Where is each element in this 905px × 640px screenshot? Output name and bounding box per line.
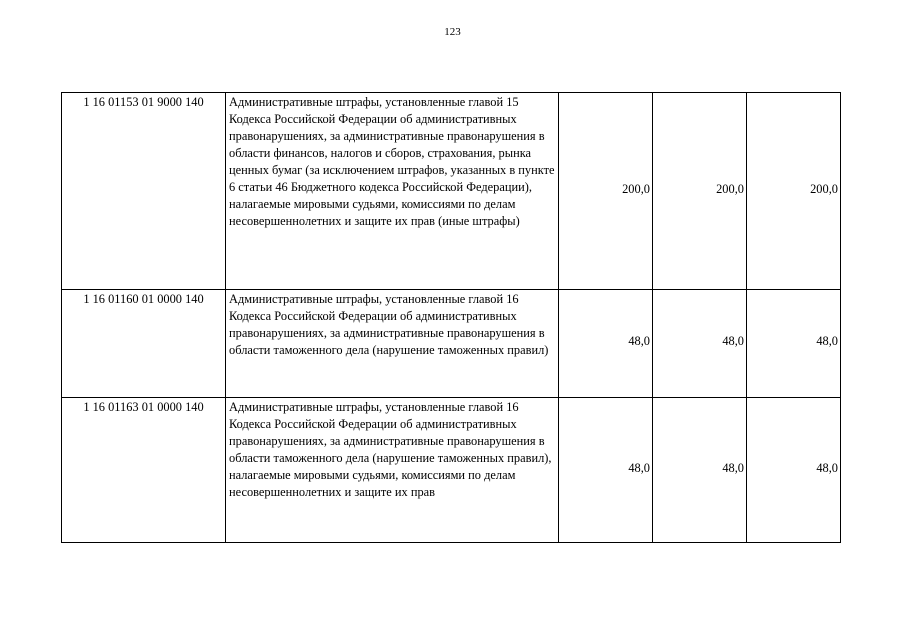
table-row xyxy=(62,93,841,290)
row-description-cell xyxy=(226,93,559,290)
row-description-cell xyxy=(226,398,559,543)
table-row xyxy=(62,398,841,543)
row-value: 48,0 xyxy=(816,460,838,475)
row-value-cell xyxy=(559,93,653,290)
row-value: 48,0 xyxy=(722,460,744,475)
row-code: 1 16 01163 01 0000 140 xyxy=(83,400,204,414)
row-value: 200,0 xyxy=(716,181,744,196)
row-value-cell xyxy=(653,398,747,543)
page-number: 123 xyxy=(444,26,461,38)
row-code-cell xyxy=(62,290,226,398)
row-description-cell xyxy=(226,290,559,398)
row-description: Административные штрафы, установленные главой 16 Кодекса Российской Федерации об административных правонарушениях, за административные правонарушения в области таможенного дела (нарушение таможенных правил), налагаемые мировыми судьями, комиссиями по делам несовершеннолетних и защите их прав xyxy=(229,400,552,499)
row-value: 200,0 xyxy=(810,181,838,196)
row-value: 48,0 xyxy=(722,334,744,348)
row-code-cell xyxy=(62,93,226,290)
row-value: 48,0 xyxy=(816,334,838,348)
row-value-cell xyxy=(559,398,653,543)
row-value-cell xyxy=(653,93,747,290)
row-value-cell xyxy=(747,93,841,290)
row-value-cell xyxy=(559,290,653,398)
row-value: 200,0 xyxy=(622,181,650,196)
row-code-cell xyxy=(62,398,226,543)
row-code: 1 16 01160 01 0000 140 xyxy=(83,292,204,306)
row-value-cell xyxy=(747,398,841,543)
row-value-cell xyxy=(653,290,747,398)
row-code: 1 16 01153 01 9000 140 xyxy=(83,95,204,109)
row-value: 48,0 xyxy=(628,334,650,348)
row-description: Административные штрафы, установленные главой 16 Кодекса Российской Федерации об административных правонарушениях, за административные правонарушения в области таможенного дела (нарушение таможенных правил) xyxy=(229,292,549,357)
revenue-table xyxy=(61,92,841,543)
row-value-cell xyxy=(747,290,841,398)
row-value: 48,0 xyxy=(628,460,650,475)
table-row xyxy=(62,290,841,398)
row-description: Административные штрафы, установленные главой 15 Кодекса Российской Федерации об административных правонарушениях, за административные правонарушения в области финансов, налогов и сборов, страхования, рынка ценных бумаг (за исключением штрафов, указанных в пункте 6 статьи 46 Бюджетного кодекса Российской Федерации), налагаемые мировыми судьями, комиссиями по делам несовершеннолетних и защите их прав (иные штрафы) xyxy=(229,95,555,228)
